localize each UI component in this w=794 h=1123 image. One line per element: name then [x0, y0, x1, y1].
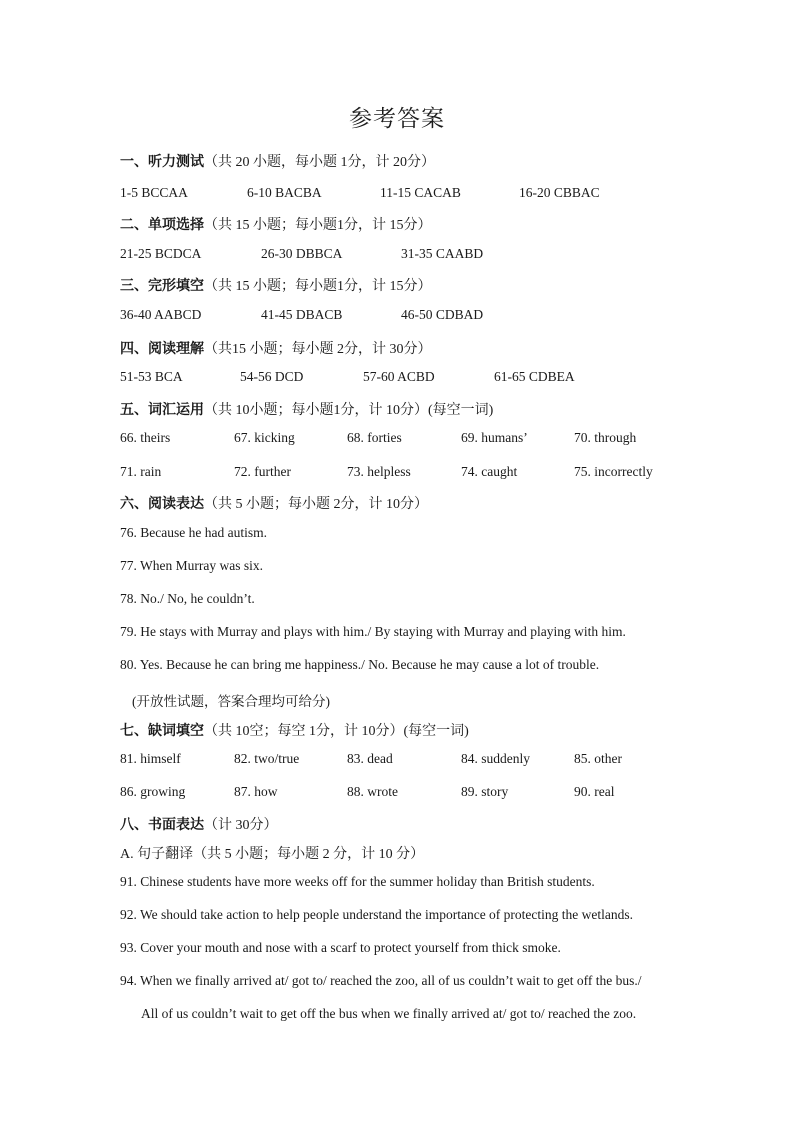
section-heading-reading: 四、阅读理解（共15 小题；每小题 2分，计 30分） [120, 342, 432, 357]
grading-note: (开放性试题，答案合理均可给分) [132, 694, 330, 709]
answer-group: 36-40 AABCD [120, 307, 202, 322]
answer-group: 11-15 CACAB [380, 185, 461, 200]
answer-group: 16-20 CBBAC [519, 185, 600, 200]
answer-sentence: 91. Chinese students have more weeks off for the summer holiday than British students. [120, 874, 595, 889]
answer-group: 57-60 ACBD [363, 369, 435, 384]
answer-group: 26-30 DBBCA [261, 246, 343, 261]
answer-item: 67. kicking [234, 430, 295, 445]
answer-item: 70. through [574, 430, 637, 445]
answer-group: 21-25 BCDCA [120, 246, 202, 261]
section-heading-single-choice: 二、单项选择（共 15 小题；每小题1分，计 15分） [120, 218, 432, 233]
answer-group: 31-35 CAABD [401, 246, 484, 261]
answer-item: 90. real [574, 784, 615, 799]
answer-sentence: 93. Cover your mouth and nose with a scarf to protect yourself from thick smoke. [120, 940, 561, 955]
answer-sentence: 76. Because he had autism. [120, 525, 267, 540]
answer-item: 85. other [574, 751, 622, 766]
answer-item: 69. humans’ [461, 430, 528, 445]
answer-item: 84. suddenly [461, 751, 530, 766]
answer-sentence: 78. No./ No, he couldn’t. [120, 591, 255, 606]
answer-sentence: 94. When we finally arrived at/ got to/ reached the zoo, all of us couldn’t wait to get off the bus./ [120, 973, 642, 988]
answer-item: 68. forties [347, 430, 402, 445]
section-heading-vocabulary: 五、词汇运用（共 10小题；每小题1分，计 10分）(每空一词) [120, 403, 494, 418]
page-title: 参考答案 [349, 106, 445, 131]
answer-item: 71. rain [120, 464, 162, 479]
section-heading-cloze: 三、完形填空（共 15 小题；每小题1分，计 15分） [120, 279, 432, 294]
answer-sentence: 80. Yes. Because he can bring me happiness./ No. Because he may cause a lot of trouble. [120, 657, 600, 672]
answer-sentence: 92. We should take action to help people understand the importance of protecting the wetlands. [120, 907, 634, 922]
section-heading-writing: 八、书面表达（计 30分） [120, 818, 278, 833]
answer-item: 73. helpless [347, 464, 411, 479]
answer-item: 87. how [234, 784, 278, 799]
answer-sentence: All of us couldn’t wait to get off the bus when we finally arrived at/ got to/ reached the zoo. [141, 1006, 637, 1021]
answer-group: 41-45 DBACB [261, 307, 343, 322]
answer-group: 1-5 BCCAA [120, 185, 188, 200]
answer-item: 89. story [461, 784, 509, 799]
answer-group: 54-56 DCD [240, 369, 304, 384]
answer-sentence: 77. When Murray was six. [120, 558, 263, 573]
answer-item: 81. himself [120, 751, 181, 766]
answer-item: 66. theirs [120, 430, 171, 445]
answer-item: 72. further [234, 464, 291, 479]
subsection-heading-translation: A. 句子翻译（共 5 小题；每小题 2 分，计 10 分） [120, 847, 425, 862]
answer-item: 82. two/true [234, 751, 300, 766]
answer-sentence: 79. He stays with Murray and plays with him./ By staying with Murray and playing with him. [120, 624, 626, 639]
section-heading-reading-expression: 六、阅读表达（共 5 小题；每小题 2分，计 10分） [120, 497, 428, 512]
section-heading-fill-blanks: 七、缺词填空（共 10空；每空 1分，计 10分）(每空一词) [120, 724, 469, 739]
section-heading-listening: 一、听力测试（共 20 小题，每小题 1分，计 20分） [120, 155, 435, 170]
answer-item: 75. incorrectly [574, 464, 653, 479]
answer-group: 46-50 CDBAD [401, 307, 484, 322]
answer-group: 61-65 CDBEA [494, 369, 575, 384]
answer-item: 83. dead [347, 751, 393, 766]
answer-item: 74. caught [461, 464, 518, 479]
answer-group: 6-10 BACBA [247, 185, 322, 200]
answer-item: 86. growing [120, 784, 186, 799]
answer-group: 51-53 BCA [120, 369, 183, 384]
answer-item: 88. wrote [347, 784, 398, 799]
